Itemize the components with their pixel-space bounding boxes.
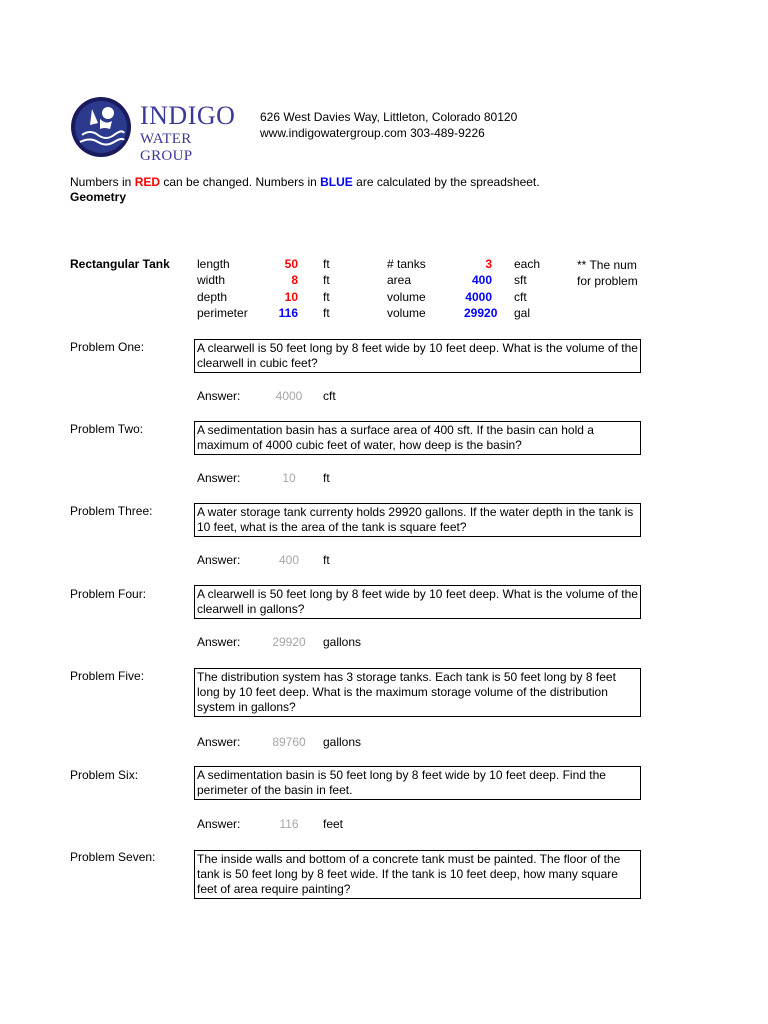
answer-label: Answer:: [197, 471, 241, 485]
indigo-water-group-logo: [70, 95, 240, 164]
section-title: Geometry: [70, 190, 127, 204]
problem-label: Problem Two:: [70, 422, 144, 436]
tank-param-value: 116: [278, 306, 298, 320]
answer-unit: gallons: [323, 635, 362, 649]
answer-value: 10: [282, 471, 296, 485]
tank-param-value: 400: [471, 273, 492, 287]
tank-param-unit: ft: [323, 290, 330, 304]
answer-value: 29920: [272, 635, 306, 649]
legend-suffix: are calculated by the spreadsheet.: [352, 175, 540, 189]
problem-label: Problem Seven:: [70, 850, 156, 864]
answer-unit: feet: [323, 817, 344, 831]
answer-label: Answer:: [197, 635, 241, 649]
problem-label: Problem Four:: [70, 587, 147, 601]
address-line: 626 West Davies Way, Littleton, Colorado 80120: [260, 110, 518, 124]
problem-question-box: The distribution system has 3 storage tanks. Each tank is 50 feet long by 8 feet long by 10 feet deep. What is the maximum storage volume of the distribution system in gallons?: [194, 668, 641, 717]
tank-param-value: 3: [485, 257, 492, 271]
tank-param-unit: cft: [514, 290, 527, 304]
tank-param-name: volume: [387, 290, 426, 304]
answer-label: Answer:: [197, 735, 241, 749]
answer-unit: cft: [323, 389, 336, 403]
answer-label: Answer:: [197, 389, 241, 403]
answer-label: Answer:: [197, 817, 241, 831]
legend-prefix: Numbers in: [70, 175, 135, 189]
problem-question-box: A clearwell is 50 feet long by 8 feet wide by 10 feet deep. What is the volume of the clearwell in cubic feet?: [194, 339, 641, 373]
answer-value: 89760: [272, 735, 306, 749]
note-line-2: for problem: [577, 274, 638, 288]
logo-name-top: INDIGO: [140, 101, 236, 130]
tank-param-name: # tanks: [387, 257, 426, 271]
answer-unit: ft: [323, 471, 330, 485]
tank-param-unit: ft: [323, 257, 330, 271]
problem-label: Problem Three:: [70, 504, 153, 518]
tank-param-unit: each: [514, 257, 541, 271]
company-address-block: [260, 109, 517, 141]
intro-block: [70, 175, 540, 204]
legend-blue-word: BLUE: [320, 175, 353, 189]
problem-label: Problem Six:: [70, 768, 139, 782]
answer-unit: gallons: [323, 735, 362, 749]
legend-red-word: RED: [134, 175, 161, 189]
note-line-1: ** The num: [577, 258, 637, 272]
problem-label: Problem One:: [70, 340, 145, 354]
problem-question-box: A clearwell is 50 feet long by 8 feet wide by 10 feet deep. What is the volume of the clearwell in gallons?: [194, 585, 641, 619]
tank-param-value: 50: [284, 257, 298, 271]
problem-question-box: The inside walls and bottom of a concrete tank must be painted. The floor of the tank is 50 feet long by 8 feet wide. If the tank is 10 feet deep, how many square feet of area require painting?: [194, 850, 641, 899]
truncated-note: [577, 257, 640, 289]
tank-label: Rectangular Tank: [70, 257, 170, 271]
tank-param-unit: sft: [514, 273, 527, 287]
tank-param-unit: gal: [514, 306, 531, 320]
tank-param-value: 8: [291, 273, 298, 287]
tank-param-name: length: [197, 257, 230, 271]
tank-param-name: depth: [197, 290, 228, 304]
answer-label: Answer:: [197, 553, 241, 567]
tank-param-name: area: [387, 273, 412, 287]
tank-param-unit: ft: [323, 273, 330, 287]
tank-param-value: 4000: [465, 290, 492, 304]
tank-param-value: 29920: [464, 306, 498, 320]
legend-middle: can be changed. Numbers in: [160, 175, 321, 189]
answer-value: 400: [278, 553, 300, 567]
tank-param-name: width: [197, 273, 226, 287]
tank-param-name: perimeter: [197, 306, 248, 320]
answer-unit: ft: [323, 553, 330, 567]
tank-param-value: 10: [284, 290, 298, 304]
problem-question-box: A sedimentation basin is 50 feet long by 8 feet wide by 10 feet deep. Find the perimeter of the basin in feet.: [194, 766, 641, 800]
logo-name-bottom: WATER GROUP: [140, 131, 193, 164]
answer-value: 4000: [275, 389, 303, 403]
problem-question-box: A sedimentation basin has a surface area of 400 sft. If the basin can hold a maximum of 4000 cubic feet of water, how deep is the basin?: [194, 421, 641, 455]
problem-label: Problem Five:: [70, 669, 145, 683]
problem-question-box: A water storage tank currenty holds 29920 gallons. If the water depth in the tank is 10 feet, what is the area of the tank is square feet?: [194, 503, 641, 537]
tank-param-unit: ft: [323, 306, 330, 320]
color-legend-text: [70, 175, 540, 189]
tank-param-name: volume: [387, 306, 426, 320]
answer-value: 116: [279, 817, 299, 831]
contact-line: www.indigowatergroup.com 303-489-9226: [260, 126, 485, 140]
